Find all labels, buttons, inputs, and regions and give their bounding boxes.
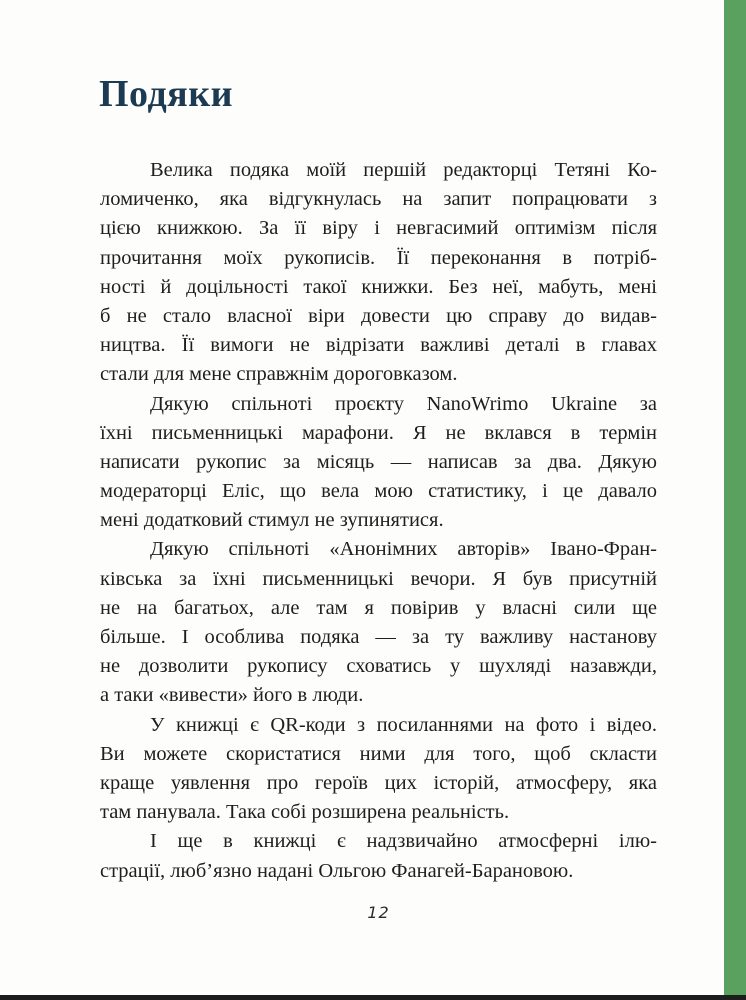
paragraph [100, 535, 657, 710]
text-line: страції, люб’язно надані Ольгою Фанагей-Барановою. [100, 859, 574, 882]
text-line: там панувала. Така собі розширена реальність. [100, 801, 510, 824]
text-line: ківська за їхні письменницькі вечори. Я був присутній [100, 567, 657, 590]
text-line: ності й доцільності такої книжки. Без неї, мабуть, мені [100, 275, 657, 298]
bottom-border-line [0, 995, 746, 1000]
paragraph [100, 711, 657, 828]
text-line: мені додатковий стимул не зупинятися. [100, 509, 444, 532]
text-line: модераторці Еліс, що вела мою статистику, і це давало [100, 480, 657, 503]
text-line: а таки «вивести» його в люди. [100, 684, 364, 707]
text-line: Велика подяка моїй першій редакторці Тетяні Ко- [150, 159, 657, 181]
text-line: Ви можете скористатися ними для того, щоб скласти [100, 742, 657, 765]
paragraph [100, 390, 657, 536]
page-title: Подяки [99, 73, 234, 115]
text-line: не дозволити рукопису сховатись у шухляді назавжди, [100, 655, 657, 678]
text-line: Дякую спільноті «Анонімних авторів» Івано-Фран- [150, 538, 657, 561]
text-line: прочитання моїх рукописів. Її переконання в потріб- [100, 246, 657, 269]
text-line: цією книжкою. За її віру і невгасимий оптимізм після [100, 217, 657, 240]
text-line: написати рукопис за місяць — написав за два. Дякую [100, 450, 657, 473]
text-line: краще уявлення про героїв цих історій, атмосферу, яка [100, 771, 657, 794]
text-line: ломиченко, яка відгукнулась на запит попрацювати з [100, 188, 657, 211]
text-line: стали для мене справжнім дороговказом. [100, 363, 458, 386]
paragraph [100, 156, 657, 390]
text-line: ництва. Її вимоги не відрізати важливі деталі в главах [100, 334, 657, 357]
paragraph [100, 827, 657, 885]
text-line: їхні письменницькі марафони. Я не вклався в термін [100, 421, 657, 444]
page-number: 12 [367, 903, 390, 922]
right-edge-accent-stripe [724, 0, 746, 995]
text-line: Дякую спільноті проєкту NanoWrimo Ukraine за [150, 392, 657, 415]
text-line: більше. І особлива подяка — за ту важливу настанову [100, 626, 657, 648]
text-line: не на багатьох, але там я повірив у власні сили ще [100, 596, 657, 619]
text-line: б не стало власної віри довести цю справу до видав- [100, 304, 657, 327]
text-line: І ще в книжці є надзвичайно атмосферні ілю- [150, 830, 657, 853]
body-text [100, 156, 657, 886]
text-line: У книжці є QR-коди з посиланнями на фото і відео. [150, 713, 657, 736]
